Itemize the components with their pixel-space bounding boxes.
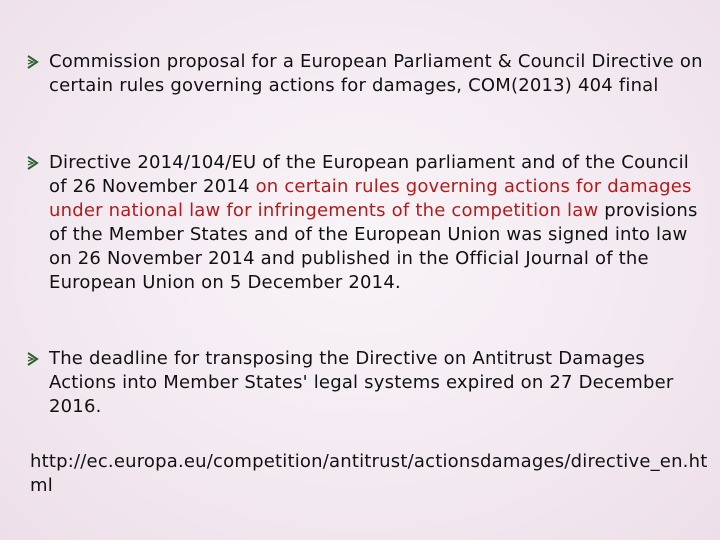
bullet-text: Commission proposal for a European Parliament & Council Directive on certain rules governing actions for damages, COM(2013) 404 final bbox=[49, 51, 703, 96]
source-link[interactable]: http://ec.europa.eu/competition/antitrust/actionsdamages/directive_en.html bbox=[30, 451, 708, 496]
bullet-item-commission-proposal bbox=[26, 50, 706, 98]
bullet-text-after: provisions of the Member States and of the European Union was signed into law on 26 November 2014 and published in the Official Journal of the European Union on 5 December 2014. bbox=[49, 200, 698, 293]
arrow-bullet-icon bbox=[26, 151, 40, 175]
arrow-bullet-icon bbox=[26, 347, 40, 371]
arrow-bullet-icon bbox=[26, 50, 40, 74]
bullet-text-highlight: on certain rules governing actions for damages under national law for infringements of the competition law bbox=[49, 176, 692, 221]
bullet-text: The deadline for transposing the Directive on Antitrust Damages Actions into Member States' legal systems expired on 27 December 2016. bbox=[49, 348, 674, 417]
bullet-item-directive bbox=[26, 151, 706, 295]
bullet-text-before: Directive 2014/104/EU of the European parliament and of the Council of 26 November 2014 bbox=[49, 152, 689, 197]
bullet-item-deadline bbox=[26, 347, 706, 419]
bullet-text bbox=[49, 151, 706, 295]
